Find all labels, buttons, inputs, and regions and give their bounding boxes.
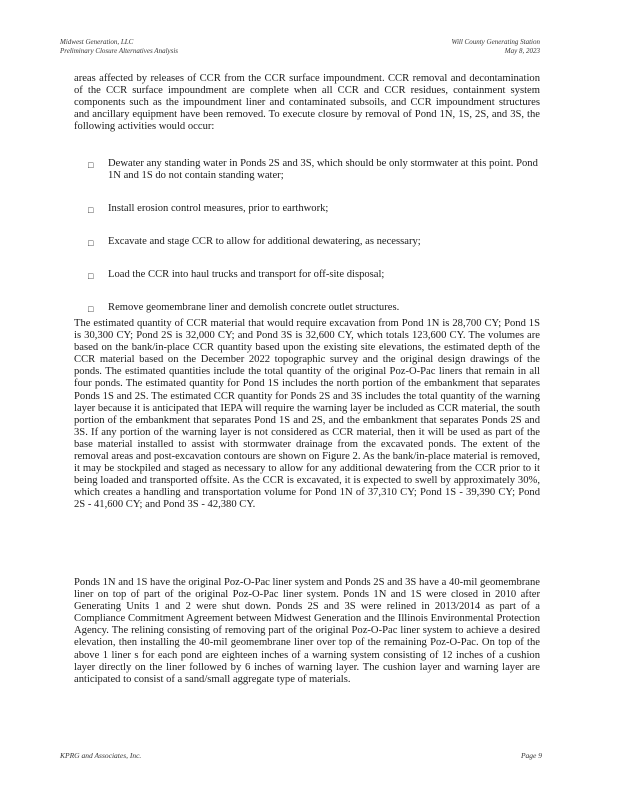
list-item xyxy=(74,269,544,281)
document-header-left xyxy=(60,38,178,56)
list-item-text: Install erosion control measures, prior to earthwork; xyxy=(108,203,329,215)
list-item xyxy=(74,203,544,215)
bullet-box-icon: □ xyxy=(88,205,94,216)
list-item xyxy=(74,302,544,314)
list-item xyxy=(74,236,544,248)
bullet-box-icon: □ xyxy=(88,271,94,282)
bullet-box-icon: □ xyxy=(88,304,94,315)
header-date: May 8, 2023 xyxy=(504,47,540,55)
paragraph-liner-systems: Ponds 1N and 1S have the original Poz-O-Pac liner system and Ponds 2S and 3S have a 40-mil geomembrane liner on top of part of the original Poz-O-Pac liner system. Ponds 1N and 1S were closed in 2010 after Generating Units 1 and 2 were shut down. Ponds 2S and 3S were relined in 2013/2014 as part of a Compliance Commitment Agreement between Midwest Generation and the Illinois Environmental Protection Agency. The relining consisting of removing part of the original Poz-O-Pac liner system to achieve a desired elevation, then installing the 40-mil geomembrane liner over top of the remaining Poz-O-Pac. On top of the above 1 liner s for each pond are eighteen inches of a warning system consisting of 12 inches of a cushion layer directly on the liner followed by 6 inches of warning layer. The cushion layer and warning layer are anticipated to consist of a sand/small aggregate type of materials. xyxy=(74,577,540,685)
bullet-box-icon: □ xyxy=(88,160,94,170)
bullet-box-icon: □ xyxy=(88,238,94,249)
list-item-text: Remove geomembrane liner and demolish concrete outlet structures. xyxy=(108,302,400,314)
list-item-text: Dewater any standing water in Ponds 2S and 3S, which should be only stormwater at this point. Pond 1N and 1S do not contain standing water; xyxy=(108,158,538,182)
activity-list xyxy=(74,158,544,336)
list-item-text: Load the CCR into haul trucks and transport for off-site disposal; xyxy=(108,269,385,281)
list-item xyxy=(74,158,544,182)
header-report-title: Preliminary Closure Alternatives Analysis xyxy=(60,47,179,55)
header-company: Midwest Generation, LLC xyxy=(60,38,134,46)
header-station: Will County Generating Station xyxy=(451,38,540,46)
footer-company: KPRG and Associates, Inc. xyxy=(60,751,142,760)
paragraph-removal-intro: areas affected by releases of CCR from the CCR surface impoundment. CCR removal and decontamination of the CCR surface impoundment are complete when all CCR and CCR residues, containment system components such as the impoundment liner and contaminated subsoils, and CCR impoundment structures and ancillary equipment have been removed. To execute closure by removal of Pond 1N, 1S, 2S, and 3S, the following activities would occur: xyxy=(74,73,540,133)
paragraph-ccr-quantities: The estimated quantity of CCR material that would require excavation from Pond 1N is 28,700 CY; Pond 1S is 30,300 CY; Pond 2S is 32,000 CY; and Pond 3S is 32,600 CY, which totals 123,600 CY. The volumes are based on the bank/in-place CCR quantity based upon the existing site elevations, the estimated depth of the CCR material based on the December 2022 topographic survey and the original design drawings of the ponds. The estimated quantities include the total quantity of the original Poz-O-Pac liners that remain in all four ponds. The estimated quantity for Pond 1S includes the north portion of the embankment that separates Ponds 1S and 2S. The estimated CCR quantity for Ponds 2S and 3S includes the total quantity of the warning layer because it is anticipated that IEPA will require the warning layer be included as CCR material, the south portion of the embankment that separates Pond 1S and 2S, and the embankment that separates Ponds 2S and 3S. If any portion of the warning layer is not considered as CCR material, then it will be used as part of the base material installed to assist with stormwater drainage from the excavated ponds. The extent of the removal areas and post-excavation contours are shown on Figure 2. As the bank/in-place material is removed, it may be stockpiled and staged as necessary to allow for any additional dewatering from the CCR prior to it being loaded and transported offsite. As the CCR is excavated, it is expected to swell by approximately 30%, which creates a handling and transportation volume for Pond 1N of 37,310 CY; Pond 1S - 39,390 CY; Pond 2S - 41,600 CY; and Pond 3S - 42,380 CY. xyxy=(74,318,540,511)
list-item-text: Excavate and stage CCR to allow for additional dewatering, as necessary; xyxy=(108,236,421,248)
document-header-right xyxy=(452,38,540,56)
page-number: Page 9 xyxy=(520,751,542,760)
